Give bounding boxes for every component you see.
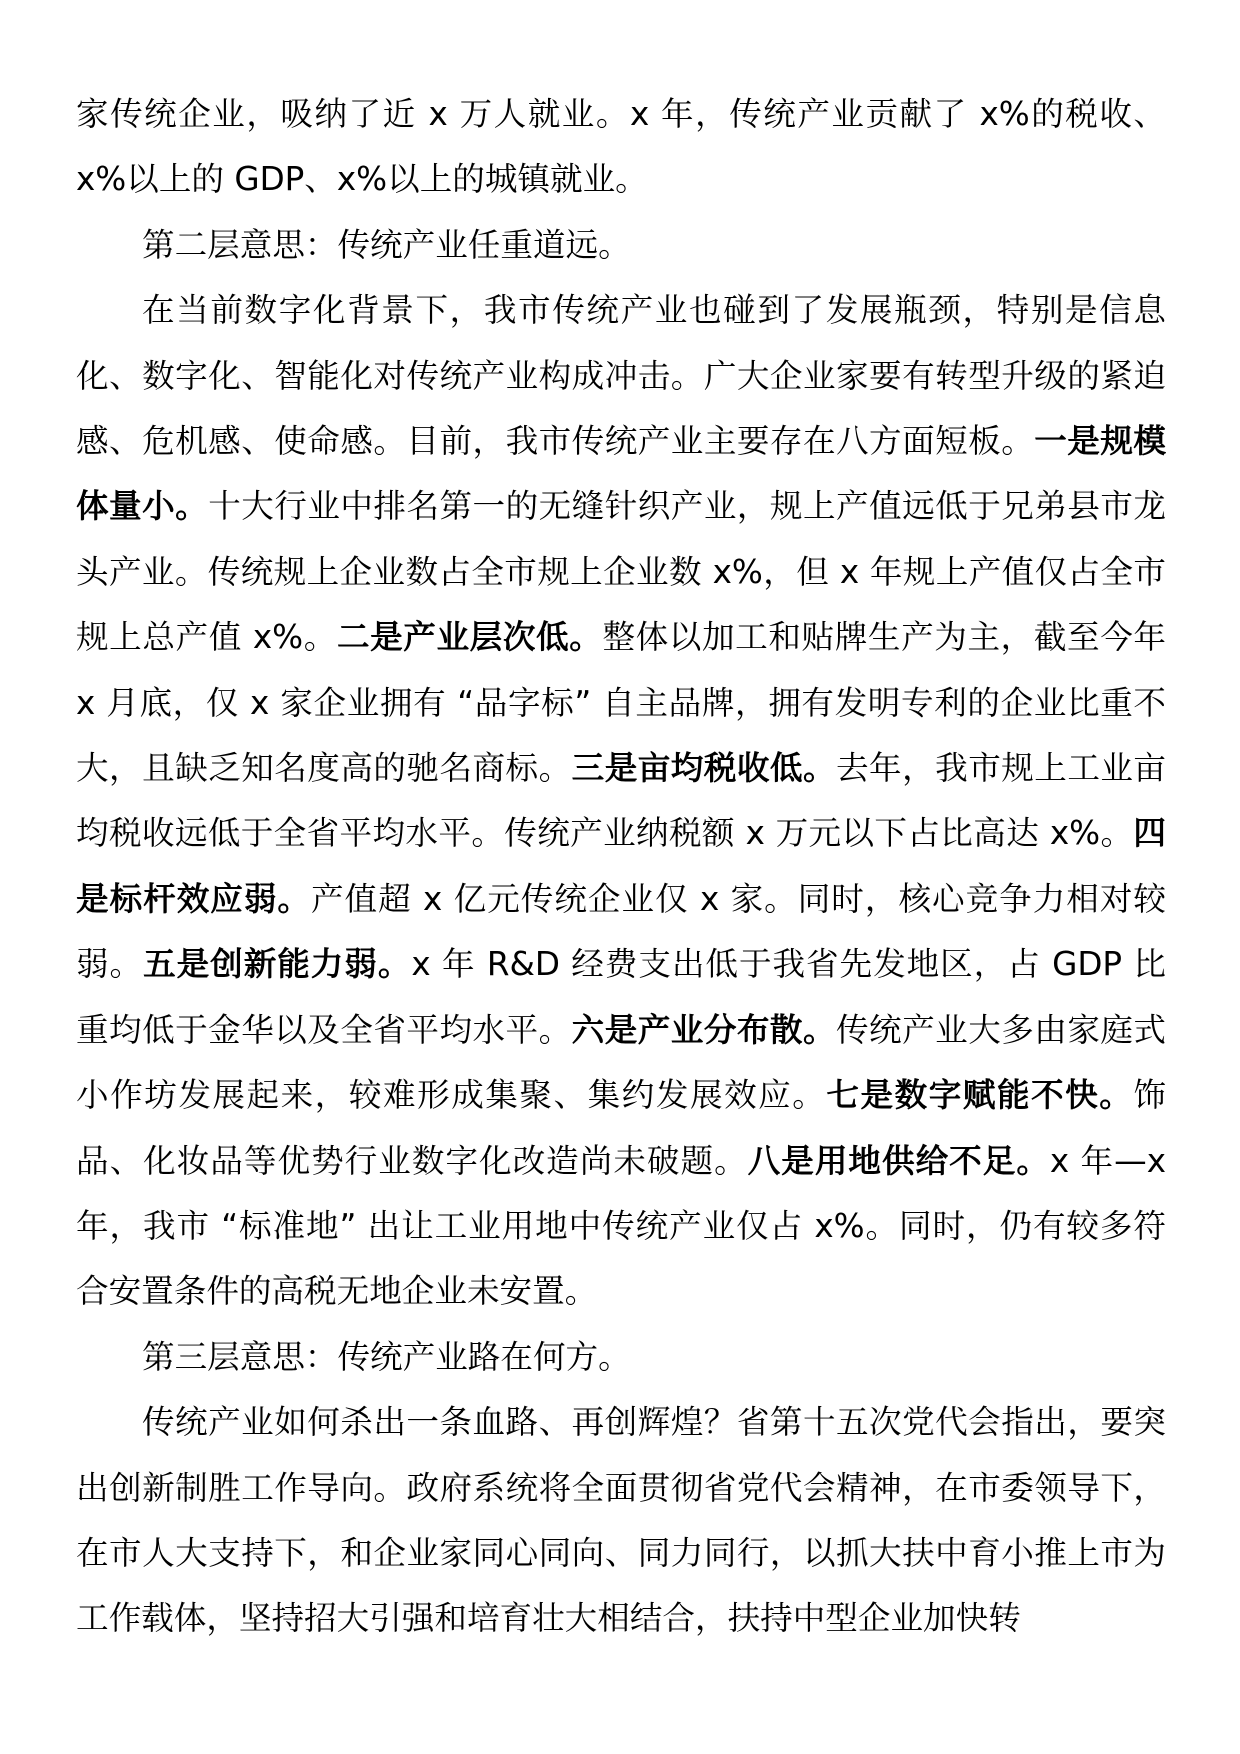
text-run: x 年—x 年，我市 “标准地” 出让工业用地中传统产业仅占 x%。同时，仍有较多符合安置条件的高税无地企业未安置。 <box>76 1141 1166 1311</box>
text-run: 家传统企业，吸纳了近 x 万人就业。x 年，传统产业贡献了 x%的税收、x%以上的 GDP、x%以上的城镇就业。 <box>76 95 1166 199</box>
bold-point-5: 五是创新能力弱。 <box>143 945 412 984</box>
text-run: 十大行业中排名第一的无缝针织产业，规上产值远低于兄弟县市龙头产业。传统规上企业数占全市规上企业数 x%，但 x 年规上产值仅占全市规上总产值 x%。 <box>76 487 1166 657</box>
text-run: 传统产业如何杀出一条血路、再创辉煌？省第十五次党代会指出，要突出创新制胜工作导向。政府系统将全面贯彻省党代会精神，在市委领导下，在市人大支持下，和企业家同心同向、同力同行，以抓大扶中育小推上市为工作载体，坚持招大引强和培育壮大相结合，扶持中型企业加快转 <box>76 1403 1166 1638</box>
heading-text: 第三层意思：传统产业路在何方。 <box>142 1337 631 1376</box>
text-run: 产值超 x 亿元传统企业仅 x 家。同时，核心竞争力相对较弱。 <box>76 879 1166 984</box>
bold-point-8: 八是用地供给不足。 <box>747 1141 1050 1180</box>
paragraph-4-heading <box>76 1325 1166 1390</box>
heading-text: 第二层意思：传统产业任重道远。 <box>142 225 631 264</box>
paragraph-5 <box>76 1390 1166 1652</box>
bold-point-4: 四是标杆效应弱。 <box>76 814 1166 918</box>
bold-point-1: 一是规模体量小。 <box>76 422 1166 526</box>
bold-point-7: 七是数字赋能不快。 <box>826 1076 1134 1115</box>
text-run: 去年，我市规上工业亩均税收远低于全省平均水平。传统产业纳税额 x 万元以下占比高达 x%。 <box>76 749 1166 853</box>
text-run: 整体以加工和贴牌生产为主，截至今年 x 月底，仅 x 家企业拥有 “品字标” 自主品牌，拥有发明专利的企业比重不大，且缺乏知名度高的驰名商标。 <box>76 618 1166 788</box>
paragraph-2-heading <box>76 213 1166 278</box>
bold-point-6: 六是产业分布散。 <box>571 1010 837 1049</box>
bold-point-3: 三是亩均税收低。 <box>571 749 837 788</box>
text-run: x 年 R&D 经费支出低于我省先发地区，占 GDP 比重均低于金华以及全省平均水平。 <box>76 945 1166 1049</box>
text-run: 在当前数字化背景下，我市传统产业也碰到了发展瓶颈，特别是信息化、数字化、智能化对传统产业构成冲击。广大企业家要有转型升级的紧迫感、危机感、使命感。目前，我市传统产业主要存在八方面短板。 <box>76 291 1166 461</box>
paragraph-1 <box>76 82 1166 213</box>
text-run: 传统产业大多由家庭式小作坊发展起来，较难形成集聚、集约发展效应。 <box>76 1010 1166 1115</box>
bold-point-2: 二是产业层次低。 <box>336 618 603 657</box>
paragraph-3 <box>76 278 1166 1325</box>
text-run: 饰品、化妆品等优势行业数字化改造尚未破题。 <box>76 1076 1166 1180</box>
